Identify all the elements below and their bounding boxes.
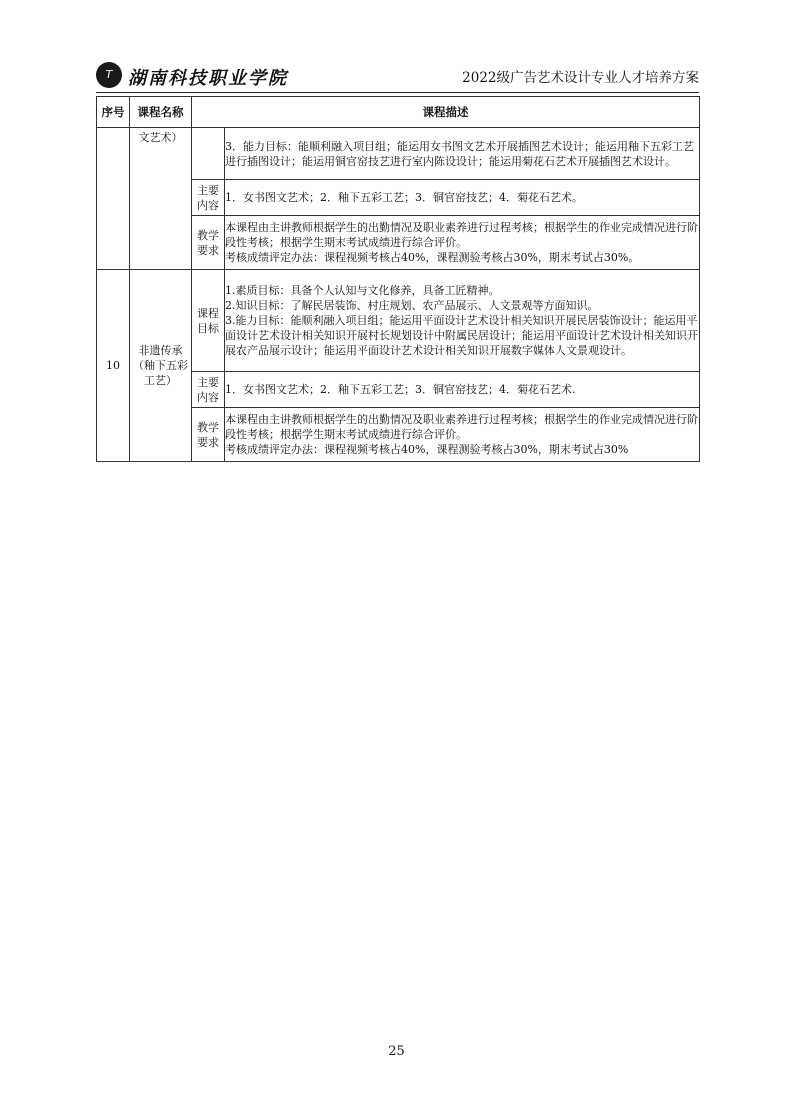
course-table <box>96 96 700 462</box>
row2-content-label: 主要内容 <box>192 372 225 408</box>
college-logo-icon: T <box>96 62 122 88</box>
col-header-course-name: 课程名称 <box>130 97 192 128</box>
row2-course-name: 非遗传承（釉下五彩工艺） <box>130 270 192 462</box>
row1-content-text: 1．女书图文艺术；2．釉下五彩工艺；3．铜官窑技艺；4．菊花石艺术。 <box>225 180 700 216</box>
college-name: 湖南科技职业学院 <box>128 68 288 89</box>
table-header-row <box>97 97 700 128</box>
row2-req-text <box>225 408 700 462</box>
row1-seq <box>97 128 130 270</box>
row2-goal-line3: 3.能力目标：能顺利融入项目组；能运用平面设计艺术设计相关知识开展民居装饰设计；能运用平面设计艺术设计相关知识开展村长规划设计中附属民居设计；能运用平面设计艺术设计相关知识开展农产品展示设计；能运用平面设计艺术设计相关知识开展数字媒体人文景观设计。 <box>225 314 698 357</box>
page-number: 25 <box>388 1044 405 1059</box>
row2-req-line2: 考核成绩评定办法：课程视频考核占40%，课程测验考核占30%，期末考试占30% <box>225 443 629 456</box>
row1-req-text <box>225 216 700 270</box>
row2-req-line1: 本课程由主讲教师根据学生的出勤情况及职业素养进行过程考核；根据学生的作业完成情况进行阶段性考核；根据学生期末考试成绩进行综合评价。 <box>225 413 698 441</box>
row1-content-label: 主要内容 <box>192 180 225 216</box>
row2-req-label: 教学要求 <box>192 408 225 462</box>
row2-goal-label: 课程目标 <box>192 270 225 372</box>
row1-goal-label <box>192 128 225 180</box>
row2-content-text: 1．女书图文艺术；2．釉下五彩工艺；3．铜官窑技艺；4．菊花石艺术. <box>225 372 700 408</box>
row2-goal-line2: 2.知识目标：了解民居装饰、村庄规划、农产品展示、人文景观等方面知识。 <box>225 299 599 312</box>
row2-goal-text <box>225 270 700 372</box>
row1-course-name: 文艺术） <box>130 128 192 270</box>
table-row <box>97 128 700 180</box>
row2-goal-line1: 1.素质目标：具备个人认知与文化修养，具备工匠精神。 <box>225 284 500 297</box>
document-title: 2022级广告艺术设计专业人才培养方案 <box>462 70 699 86</box>
row2-seq: 10 <box>97 270 130 462</box>
page-header <box>96 58 699 92</box>
row1-req-label: 教学要求 <box>192 216 225 270</box>
col-header-seq: 序号 <box>97 97 130 128</box>
header-divider <box>96 92 699 93</box>
row1-goal-text: 3．能力目标：能顺利融入项目组；能运用女书图文艺术开展插图艺术设计；能运用釉下五彩工艺进行插图设计；能运用铜官窑技艺进行室内陈设设计；能运用菊花石艺术开展插图艺术设计。 <box>225 128 700 180</box>
row1-req-line2: 考核成绩评定办法：课程视频考核占40%，课程测验考核占30%，期末考试占30%。 <box>225 251 640 264</box>
table-row <box>97 270 700 372</box>
col-header-description: 课程描述 <box>192 97 700 128</box>
row1-req-line1: 本课程由主讲教师根据学生的出勤情况及职业素养进行过程考核；根据学生的作业完成情况进行阶段性考核；根据学生期末考试成绩进行综合评价。 <box>225 221 698 249</box>
